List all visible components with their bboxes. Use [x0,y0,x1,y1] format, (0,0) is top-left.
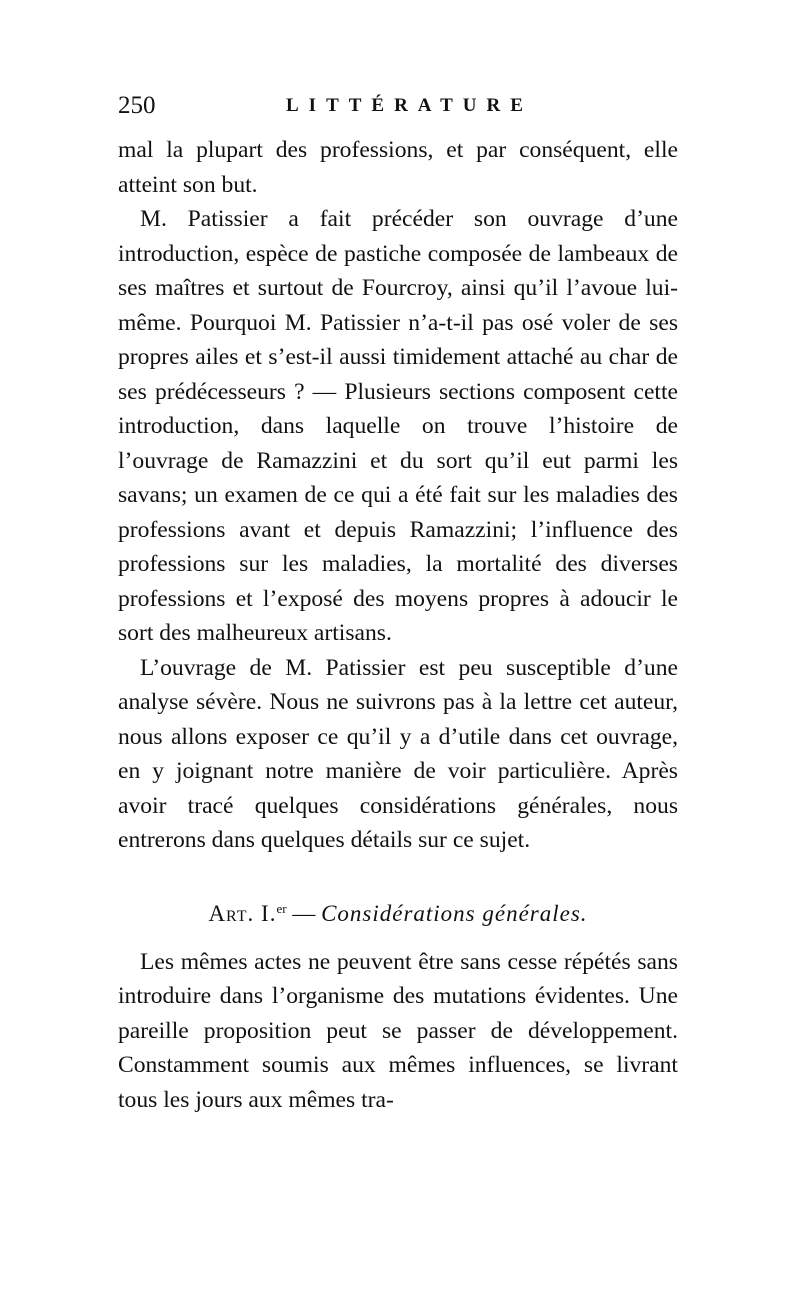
section-heading [118,892,678,931]
page-number: 250 [118,92,156,119]
article-label: Art. I. [208,900,277,926]
article-superscript: er [276,900,287,916]
page-header [118,92,688,124]
heading-dash: — [292,900,316,926]
body-text [118,133,678,1117]
section-title: Considérations générales. [321,900,588,926]
paragraph-opening: Les mêmes actes ne peuvent être sans cesse répétés sans introduire dans l’organisme des mutations évidentes. Une pareille proposition peut se passer de développement. Constamment soumis aux mêmes influences, se livrant tous les jours aux mêmes tra- [118,948,678,1113]
running-head: LITTÉRATURE [286,95,533,116]
paragraph-continuation: mal la plupart des professions, et par conséquent, elle atteint son but. [118,137,678,198]
paragraph-analysis: L’ouvrage de M. Patissier est peu susceptible d’une analyse sévère. Nous ne suivrons pas à la lettre cet auteur, nous allons exposer ce qu’il y a d’utile dans cet ouvrage, en y joignant notre manière de voir particulière. Après avoir tracé quelques considérations générales, nous entrerons dans quelques détails sur ce sujet. [118,654,678,853]
paragraph-introduction: M. Patissier a fait précéder son ouvrage d’une introduction, espèce de pastiche composée de lambeaux de ses maîtres et surtout de Fourcroy, ainsi qu’il l’avoue lui-même. Pourquoi M. Patissier n’a-t-il pas osé voler de ses propres ailes et s’est-il aussi timidement attaché au char de ses prédécesseurs ? — Plusieurs sections composent cette introduction, dans laquelle on trouve l’histoire de l’ouvrage de Ramazzini et du sort qu’il eut parmi les savans; un examen de ce qui a été fait sur les maladies des professions avant et depuis Ramazzini; l’influence des professions sur les maladies, la mortalité des diverses professions et l’exposé des moyens propres à adoucir le sort des malheureux artisans. [118,206,678,646]
